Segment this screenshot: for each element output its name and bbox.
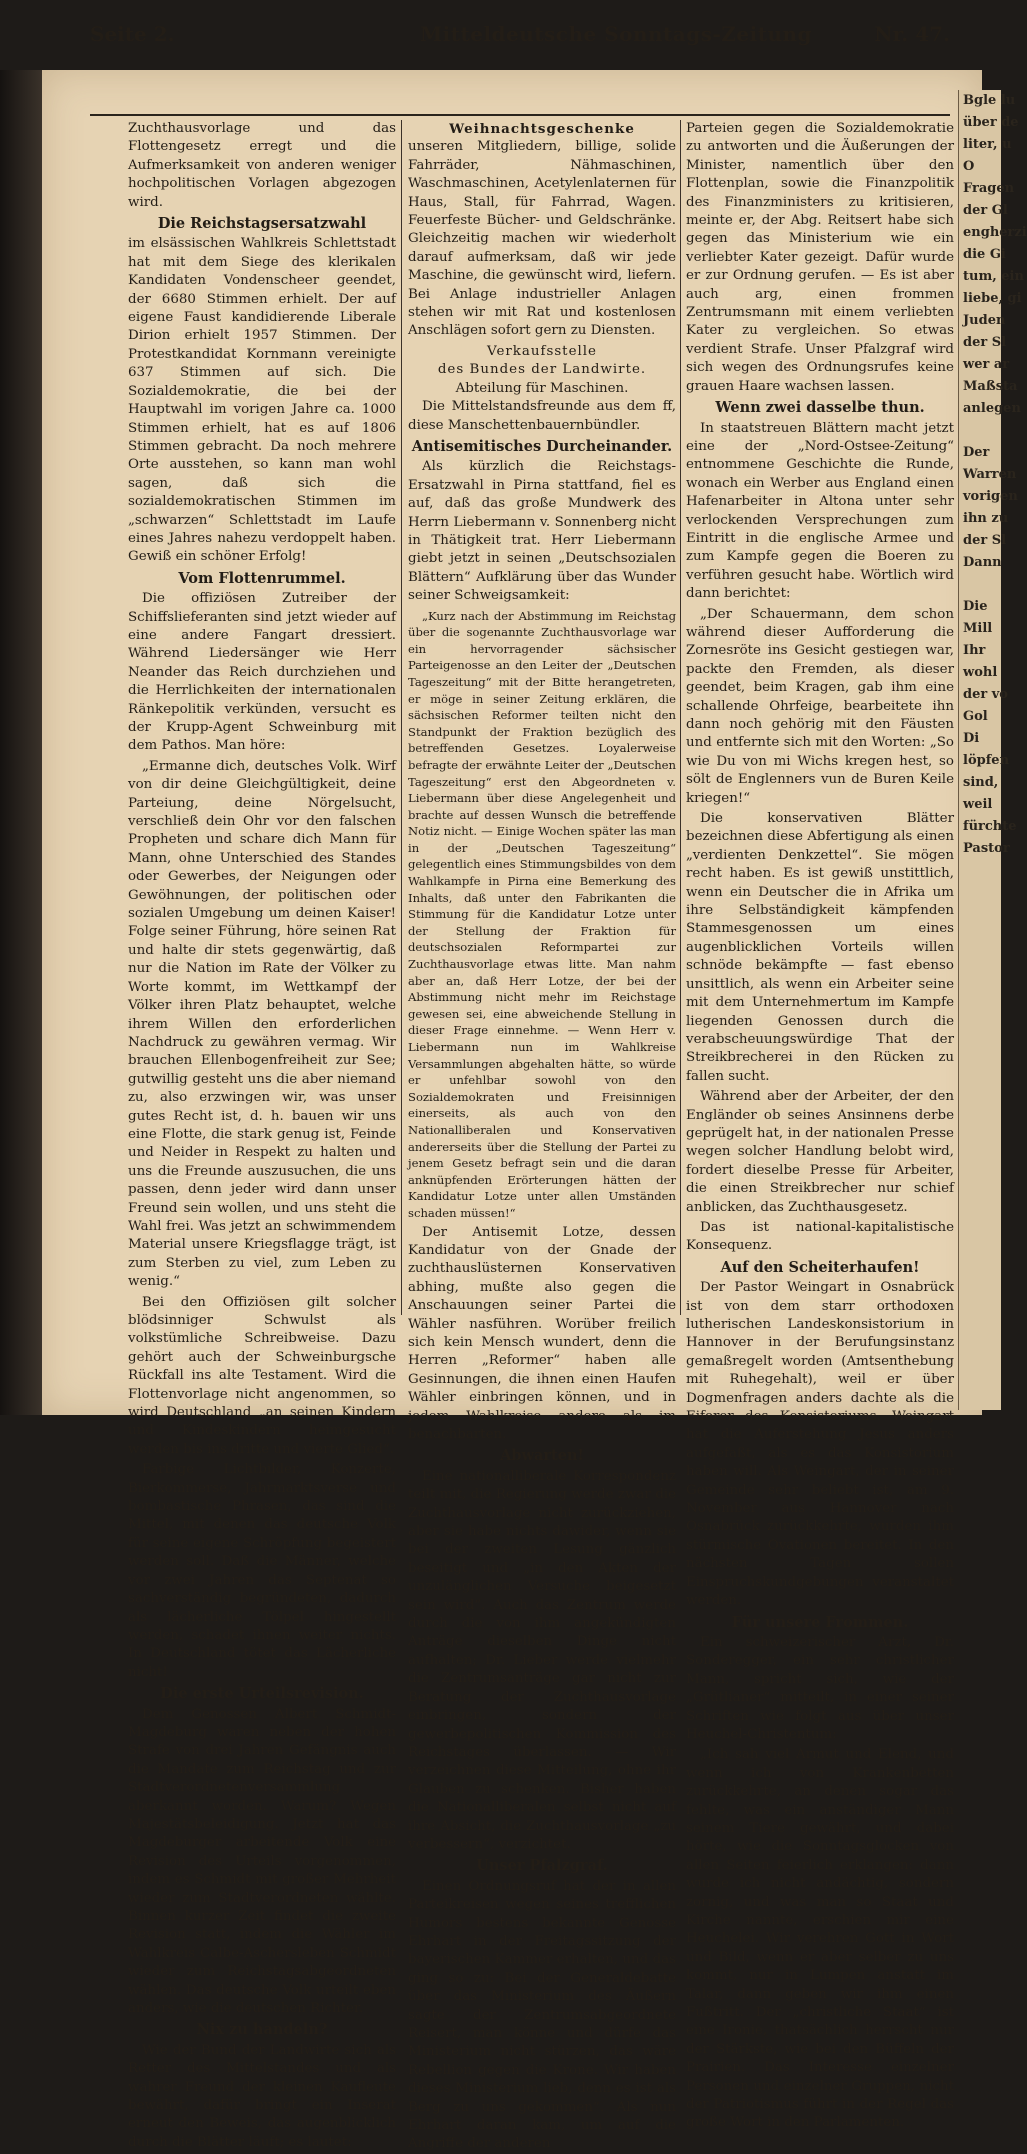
paragraph: Die konservativen Blätter bezeichnen diese Abfertigung als einen „verdienten Denkzettel“. Sie mögen recht haben. Es ist gewiß unstittlich, wenn ein Deutscher die in Afrika um ihre Selbständigkeit kämpfenden Stammesgenossen um eines augenblicklichen Vorteils willen schnöde bekämpfte — fast ebenso unsittlich, als wenn ein Arbeiter seine mit dem Unternehmertum im Kampfe liegenden Genossen durch die verabscheuungswürdige That der Streikbrecherei in den Rücken zu fallen sucht.	[686, 811, 954, 1084]
adjacent-page-fragment: O	[963, 159, 975, 174]
article-heading: Abwarten!	[500, 1447, 584, 1465]
adjacent-page-fragment: der vo	[963, 687, 1008, 702]
book-gutter	[0, 70, 42, 1415]
adjacent-page-fragment: ihn zu	[963, 511, 1009, 526]
article-heading: Die erste Urteilsrevision.	[160, 1685, 364, 1703]
paragraph: „Ich sah viel Armut und Elend, und wenn ich von Krankenbetten zurückkehrte, an denen sogar das fehlte, was ein anständiger Mann seinem Tiere gewährt, und dabei hörte, wie die Sonntagsglocken von allen Seiten feierlich erklangen: dann wurde ich nicht andächtig, sondern zornig, und was man so Staat und Kirche nannte, erschien mir eine Heuchelei. Wir verehren Gott in Wort und Bild, wenn er aber selber zu uns kommt, nur in Lumpen anstatt im Talar, dann geben wir ihm einen Fußtritt. Der „christliche Staat“ ist eine Ironie, thatsächlich herrscht nur der Stärkste, wie bei den Büffeln der Prairien. Das Interesse einzelner Personen und einzelner Gruppen, nicht der Patriotismus führt in der Regel das große Wort in den Parlamenten.	[686, 1747, 954, 2131]
ad-title: Weihnachtsgeschenke	[449, 121, 635, 137]
adjacent-page-fragment: sind,	[963, 775, 999, 790]
adjacent-page-fragment: wer ar	[963, 357, 1010, 372]
paragraph: Wie der Bund der Landwirte sich als Retter des Mittelstandes und als wahrer Freund der kleinen Kaufleute bewährt, dafür bringt ein Inserat erneut den Beweis, das augenblicklich durch die Blätter läuft; es lautet:	[128, 2042, 396, 2150]
adjacent-page-fragment: die Gi	[963, 247, 1006, 262]
article-heading: Die Reichstagsersatzwahl	[157, 215, 367, 233]
paragraph: In staatstreuen Blättern macht jetzt eine der „Nord-Ostsee-Zeitung“ entnommene Geschichte die Runde, wonach ein Werber aus England einen Hafenarbeiter in Altona unter sehr verlockenden Versprechungen zum Eintritt in die englische Armee und zum Kampfe gegen die Boeren zu verführen gesucht habe. Wörtlich wird dann berichtet:	[686, 420, 954, 602]
paragraph: Dem Genossen Albert Schmidt-Magdeburg waren neben der hohen Strafe von drei Jahren Gefängnis auch die Mandate zum Reichstag und zur Stadtverordnetenversammlung aberkannt worden. Warum? Wegen Majestätsbeleidigung. Jetzt hat das Magdeburger arbeitende Volk eine Revision des Urteils vorgenommen, indem es Schmidt mit großer Mehrheit wieder zum Stadtverordneten wählte. Binnen kurzer Zeit findet die zweite Revision statt, indem die Wähler im Wahlkreis Calbe-Aschersleben Schmidt wieder zum Reichstagsabgeordneten wählen. Das deutsche Volk urteilt eben anders, wie die deutschen Richter.	[128, 1706, 396, 2017]
paragraph: Einen Ordnungsruf hat der in allen Parteikreisen wegen seines trefflichen Humors bestens bekannte Genosse Ehrhart in der Freitagssitzung der bayerischen Kammer erhalten, und das ging so zu: Bei der Generaldebatte über das Ministerium des Äußern sagte der Zentrumsabgeordnete Reisert, man könne und dürfe das Ministerium nicht stürzen, das wäre Rebellion gegen die Krone. Wir haben dieses Ministerium lieb, denn es ist als Berg zu uns gekommen“. Als nun Ehrhart daran kam, um auf die Angriffe der anderen	[408, 1878, 676, 2152]
column-separator	[401, 120, 402, 1315]
adjacent-page-fragment: Gol	[963, 709, 988, 724]
adjacent-page-text	[959, 90, 1027, 860]
adjacent-page-fragment: Bgle lu	[963, 93, 1016, 108]
adjacent-page-fragment: Die	[963, 599, 988, 614]
paragraph: Das ist national-kapitalistische Konsequenz.	[686, 1219, 954, 1254]
adjacent-page-fragment: vorigen	[963, 489, 1018, 504]
ad-body: unseren Mitgliedern, billige, solide Fahrräder, Nähmaschinen, Waschmaschinen, Acetylenlaternen für Haus, Stall, für Fahrrad, Wagen. Feuerfeste Bücher- und Geldschränke. Gleichzeitig machen wir wiederholt darauf aufmerksam, daß wir jede Maschine, die gewünscht wird, liefern. Bei Anlage industrieller Anlagen stehen wir mit Rat und kostenlosen Anschlägen sofort gern zu Diensten.	[408, 139, 676, 339]
ad-signature: des Bundes der Landwirte.	[437, 362, 647, 378]
paragraph: Ein schweizerischer Arzt, Dr. Sonderegger, ein sehr christlicher Mann, spricht sich, wie der „Grütlianer“ mitteilt, in einer seiner Schriften wie folgt aus über unser Heuchel-Christentum:	[686, 1634, 954, 1742]
adjacent-page-fragment: liter, u	[963, 137, 1012, 152]
adjacent-page-fragment: liebe, gi	[963, 291, 1022, 306]
adjacent-page-fragment: anlegen	[963, 401, 1021, 416]
adjacent-page-fragment: wohl	[963, 665, 998, 680]
adjacent-page-fragment: Dann	[963, 555, 1002, 570]
paragraph: Parteien gegen die Sozialdemokratie zu antworten und die Äußerungen der Minister, namentlich über den Flottenplan, sowie die Finanzpolitik des Finanzministers zu kritisieren, meinte er, der Abg. Reitsert habe sich gegen das Ministerium wie ein verliebter Kater gezeigt. Dafür wurde er zur Ordnung gerufen. — Es ist aber auch arg, einen frommen Zentrumsmann mit einem verliebten Kater zu vergleichen. So etwas verdient Strafe. Unser Pfalzgraf wird sich wegen des Ordnungsrufes keine grauen Haare wachsen lassen.	[686, 121, 954, 394]
paragraph: Bei den Offiziösen gilt solcher blödsinniger Schwulst als volkstümliche Schreibweise. Dazu gehört auch der Schweinburgsche Rückfall ins alte Testament. Wird die Flottenvorlage nicht angenommen, so wird Deutschland „an seinen Kindern und Kindeskindern heimgesucht werden bis ins dritte und vierte Glied“.	[128, 1294, 396, 1457]
column-separator	[680, 120, 681, 1315]
adjacent-page-fragment: Der	[963, 445, 990, 460]
issue-number: Nr. 47.	[874, 22, 950, 46]
newspaper-title: Mitteldeutsche Sonntags-Zeitung	[420, 22, 813, 46]
adjacent-page-edge	[958, 90, 1027, 1410]
paragraph: Die Mittelstandsfreunde aus dem ff, diese Manschettenbauernbündler.	[408, 399, 676, 433]
column-3	[686, 120, 954, 2131]
ad-signature: Verkaufsstelle	[487, 343, 597, 359]
column-1	[128, 120, 396, 2150]
article-heading: Vom Flottenrummel.	[178, 569, 346, 587]
adjacent-page-fragment: Juden	[963, 313, 1006, 328]
adjacent-page-fragment: Fragen	[963, 181, 1015, 196]
adjacent-page-fragment: Ihr	[963, 643, 986, 658]
paragraph: „Der Schauermann, dem schon während dieser Aufforderung die Zornesröte ins Gesicht gestiegen war, packte den Fremden, als dieser geendet, beim Kragen, gab ihm eine schallende Ohrfeige, bearbeitete ihn dann noch gehörig mit den Fäusten und entfernte sich mit den Worten: „So wie Du von mi Wichs kregen hest, so sölt de Englenners vun de Buren Keile kriegen!“	[686, 606, 954, 806]
article-heading: Für unsere Frommen.	[731, 1613, 909, 1631]
adjacent-page-fragment: über de	[963, 115, 1019, 130]
article-heading: Auf den Scheiterhaufen!	[720, 1258, 920, 1276]
adjacent-page-fragment: engherzi	[963, 225, 1027, 240]
header-rule	[90, 114, 950, 116]
adjacent-page-fragment	[959, 420, 1001, 442]
adjacent-page-fragment: Di	[963, 731, 980, 746]
adjacent-page-fragment: Maßsta	[963, 379, 1018, 394]
paragraph: Während aber der Arbeiter, der den Engländer ob seines Ansinnens derbe geprügelt hat, in der nationalen Presse wegen solcher Handlung belobt wird, fordert dieselbe Presse für Arbeiter, die einen Streikbrecher nur schief anblicken, das Zuchthausgesetz.	[686, 1089, 954, 1215]
adjacent-page-fragment: Warren	[963, 467, 1017, 482]
ad-signature: Abteilung für Maschinen.	[455, 380, 629, 396]
adjacent-page-fragment	[959, 574, 1001, 596]
adjacent-page-fragment: der Sl	[963, 335, 1007, 350]
adjacent-page-fragment: Mill	[963, 621, 993, 636]
paragraph: Der Pastor Weingart in Osnabrück ist von dem starr orthodoxen lutherischen Landeskonsistorium in Hannover in der Berufungsinstanz gemaßregelt worden (Amtsenthebung mit Ruhegehalt), weil er über Dogmenfragen anders dachte als die Eiferer des Konsistoriums. Weingart hat die Auferstehung Jesus anders aufgefaßt, als es das Konsistorium haben will. Als Weingart, der in seiner Gemeinde sehr beliebt ist, am 9. November aus Hannover nach Osnabrück zurückkehrte, wurden ihm stürmische Ovationen bereitet. In den nächsten Tagen sollen Einspruchskundgebungen veranstaltet werden.	[686, 1280, 954, 1609]
paragraph: im elsässischen Wahlkreis Schlettstadt hat mit dem Siege des klerikalen Kandidaten Vondenscheer geendet, der 6680 Stimmen erhielt. Der auf eigene Faust kandidierende Liberale Dirion erhielt 1957 Stimmen. Der Protestkandidat Kornmann vereinigte 637 Stimmen auf sich. Die Sozialdemokratie, die bei der Hauptwahl im vorigen Jahre ca. 1000 Stimmen erhielt, hat es auf 1806 Stimmen gebracht. Da noch mehrere Orte ausstehen, so kann man wohl sagen, daß sich die sozialdemokratischen Stimmen im „schwarzen“ Schlettstadt im Laufe eines Jahres nahezu verdoppelt haben. Gewiß ein schöner Erfolg!	[128, 236, 396, 565]
article-heading: Unser Pfalzgraf.	[476, 1857, 608, 1875]
column-2	[408, 120, 676, 2152]
article-heading: Wenn zwei dasselbe thun.	[715, 399, 925, 417]
adjacent-page-fragment: der Sl	[963, 533, 1007, 548]
paragraph: Als kürzlich die Reichstags-Ersatzwahl in Pirna stattfand, fiel es auf, daß das große Mundwerk des Herrn Liebermann v. Sonnenberg nicht in Thätigkeit trat. Herr Liebermann giebt jetzt in seinen „Deutschsozialen Blättern“ Aufklärung über das Wunder seiner Schweigsamkeit:	[408, 459, 676, 604]
adjacent-page-fragment: löpfen	[963, 753, 1010, 768]
paragraph: Eine nationalliberale Korrespondenz teilt mit, die Regierung werde zwar die Zuchthausvorlage nicht zurückziehen, aber sie habe nichts dawider, wenn sie bei der zweiten Lesung gänzlich beseitigt und „in den Akten der unzulänglichen Versuche beigesetzt sein wird“. Auch das Zentrum werde durch die von ihm angekündigten Anträge dieselben Dinge nicht aufhalten; Dr. Lieber werde vielmehr die Zentrumsanträge gar nicht zur Beratung der Zuchthausvorlage einbringen, sondern der gewerbepolitischen Kommission des Reichstages überlassen. — Wir verzeichnen diese Mitteilung, ohne ihr Glauben zu schenken. Bisher haben die Nationalliberalen selbst nicht auf ihre Absicht, die Zuchthausvorlage „zu verbessern“, verzichtet.	[408, 1468, 676, 1852]
adjacent-page-fragment: tum, ein	[963, 269, 1024, 284]
adjacent-page-fragment: der Gl	[963, 203, 1008, 218]
article-heading: Antisemitisches Durcheinander.	[411, 437, 673, 455]
paragraph: Die offiziösen Zutreiber der Schiffslieferanten sind jetzt wieder auf eine andere Fangart dressiert. Während Liedersänger wie Herr Neander das Reich durchziehen und die Herrlichkeiten der internationalen Ränkepolitik verkünden, versucht es der Krupp-Agent Schweinburg mit dem Pathos. Man höre:	[128, 591, 396, 754]
article-heading: Nix zu handeln?	[196, 2021, 328, 2039]
page-header	[90, 22, 950, 52]
paragraph: Zuchthausvorlage und das Flottengesetz erregt und die Aufmerksamkeit von anderen weniger hochpolitischen Vorlagen abgezogen wird.	[128, 121, 396, 210]
adjacent-page-fragment: weil	[963, 797, 993, 812]
quote-paragraph: „Kurz nach der Abstimmung im Reichstag über die sogenannte Zuchthausvorlage war ein hervorragender sächsischer Parteigenosse an den Leiter der „Deutschen Tageszeitung“ mit der Bitte herangetreten, er möge in seiner Zeitung erklären, die sächsischen Reformer teilten nicht den Standpunkt der Fraktion bezüglich des betreffenden Gesetzes. Loyalerweise befragte der erwähnte Leiter der „Deutschen Tageszeitung“ erst den Abgeordneten v. Liebermann über diese Angelegenheit und brachte auf dessen Wunsch die betreffende Notiz nicht. — Einige Wochen später las man in der „Deutschen Tageszeitung“ gelegentlich eines Stimmungsbildes von dem Wahlkampfe in Pirna eine Bemerkung des Inhalts, daß unter den Fabrikanten die Stimmung für die Kandidatur Lotze unter der Stellung der Fraktion für deutschsozialen Reformpartei zur Zuchthausvorlage etwas litte. Man nahm aber an, daß Herr Lotze, der bei der Abstimmung nicht mehr im Reichstage gewesen sei, eine abweichende Stellung in dieser Frage einnehme. — Wenn Herr v. Liebermann nun im Wahlkreise Versammlungen abgehalten hätte, so würde er unfehlbar sowohl von den Sozialdemokraten und Freisinnigen einerseits, als auch von den Nationalliberalen und Konservativen andererseits über die Stellung der Partei zu jenem Gesetz befragt sein und die daran anknüpfenden Erörterungen hätten der Kandidatur Lotze unter allen Umständen schaden müssen!“	[408, 608, 676, 1220]
page-number: Seite 2.	[90, 22, 175, 46]
adjacent-page-fragment: Pastor	[963, 841, 1010, 856]
paragraph: Der Antisemit Lotze, dessen Kandidatur von der Gnade der zuchthauslüsternen Konservativen abhing, mußte also gegen die Anschauungen seiner Partei die Wähler nasführen. Worüber freilich sich kein Mensch wundert, denn die Herren „Reformer“ haben alle Gesinnungen, die ihnen einen Haufen Wähler einbringen können, und in jedem Wahlkreise andere als im benachbarten.	[408, 1224, 676, 1442]
paragraph: „Ermanne dich, deutsches Volk. Wirf von dir deine Gleichgültigkeit, deine Parteiung, deine Nörgelsucht, verschließ dein Ohr vor den falschen Propheten und schare dich Mann für Mann, ohne Unterschied des Standes oder Gewerbes, der Neigungen oder Gewöhnungen, der politischen oder sozialen Umgebung um deinen Kaiser! Folge seiner Führung, höre seinen Rat und halte dir stets gegenwärtig, daß nur die Nation im Rate der Völker zu Worte kommt, im Wettkampf der Völker ihren Platz behauptet, welche ihrem Willen den erforderlichen Nachdruck zu gewähren vermag. Wir brauchen Ellenbogenfreiheit zur See; gutwillig gesteht uns die aber niemand zu, also erzwingen wir, was unser gutes Recht ist, d. h. bauen wir uns eine Flotte, die stark genug ist, Feinde und Neider in Respekt zu halten und uns die Freunde auszusuchen, die uns passen, denn jeder wird dann unser Freund sein wollen, und uns steht die Wahl frei. Was jetzt an schwimmendem Material unsere Kriegsflagge trägt, ist zum Sterben zu viel, zum Leben zu wenig.“	[128, 758, 396, 1290]
adjacent-page-fragment: fürchte	[963, 819, 1017, 834]
paragraph: Farbige Lichtbilder, Konzerte, Bierkommerse, Jahrmarktsverse und bombastische Phrasen, das sind die Mittel, mit denen das deutsche Volk für seine eigene Schröpfung begeistert werden soll. Daß die Männer, welche vor zwei Jahren das Septenat so sachverständig begründeten, dadurch als lächerliche Tölpel hingestellt werden, schadet ihnen weiter nichts. In Deutschland tötet das Lächerliche nicht!	[128, 1462, 396, 1680]
